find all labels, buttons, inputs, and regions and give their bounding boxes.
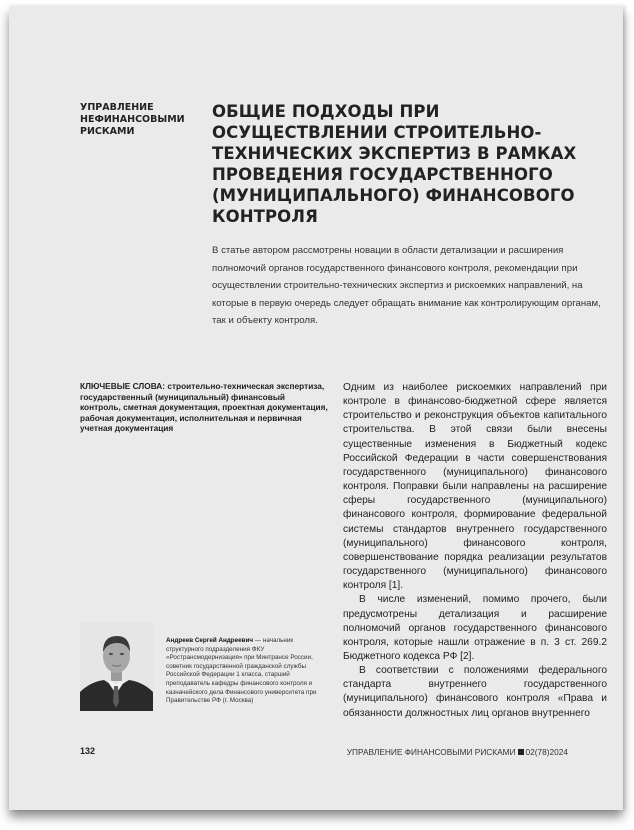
article-body xyxy=(343,381,607,721)
square-separator-icon xyxy=(518,749,524,755)
keywords-text: строительно-техническая экспертиза, государственный (муниципальный) финансовый контроль, сметная документация, проектная документация, рабочая документация, исполнительная и первичная учетная документация xyxy=(80,381,328,434)
author-photo xyxy=(80,622,153,711)
journal-page xyxy=(9,6,623,810)
body-paragraph-2: В числе изменений, помимо прочего, были предусмотрены детализация и расширение полномочий органов государственного финансового контроля, которые нашли отражение в п. 3 ст. 269.2 Бюджетного кодекса РФ [2]. xyxy=(343,594,607,662)
author-name: Андреев Сергей Андреевич xyxy=(166,637,254,644)
keywords-label: КЛЮЧЕВЫЕ СЛОВА: xyxy=(80,381,166,391)
page-number: 132 xyxy=(80,746,96,756)
article-title: ОБЩИЕ ПОДХОДЫ ПРИ ОСУЩЕСТВЛЕНИИ СТРОИТЕЛЬНО-ТЕХНИЧЕСКИХ ЭКСПЕРТИЗ В РАМКАХ ПРОВЕДЕНИЯ ГОСУДАРСТВЕННОГО (МУНИЦИПАЛЬНОГО) ФИНАНСОВОГО КОНТРОЛЯ xyxy=(212,102,577,226)
body-paragraph-3: В соответствии с положениями федерального стандарта внутреннего государственного (муниципального) финансового контроля «Права и обязанности должностных лиц органов внутреннего xyxy=(343,665,607,719)
body-paragraph-1: Одним из наиболее рискоемких направлений при контроле в финансово-бюджетной сфере является строительство и реконструкция объектов капитального строительства. В этой связи были внесены существенные изменения в Бюджетный кодекс Российской Федерации в части совершенствования государственного (муниципального) финансового контроля. Поправки были направлены на расширение сферы государственного (муниципального) финансового контроля, формирование федеральной системы стандартов внутреннего государственного (муниципального) финансового контроля, совершенствование порядка реализации результатов государственного (муниципального) финансового контроля [1]. xyxy=(343,382,607,592)
footer-journal xyxy=(347,747,568,757)
author-bio xyxy=(166,637,330,706)
section-label: УПРАВЛЕНИЕ НЕФИНАНСОВЫМИ РИСКАМИ xyxy=(80,102,185,137)
keywords-block xyxy=(80,381,328,434)
footer-journal-title: УПРАВЛЕНИЕ ФИНАНСОВЫМИ РИСКАМИ xyxy=(346,747,516,757)
footer-issue: 02(78)2024 xyxy=(525,747,568,757)
author-description: — начальник структурного подразделения ФКУ «Ространсмодернизация» при Минтрансе России, советник государственной гражданской службы Российской Федерации 1 класса, старший преподаватель кафедры финансового контроля и казначейского дела Финансового университета при Правительстве РФ (г. Москва) xyxy=(166,637,317,705)
article-abstract: В статье автором рассмотрены новации в области детализации и расширения полномочий органов государственного финансового контроля, рекомендации при осуществлении строительно-технических экспертиз и рискоемких направлений, на которые в первую очередь следует обращать внимание как контролирующим органам, так и объекту контроля. xyxy=(212,245,601,327)
